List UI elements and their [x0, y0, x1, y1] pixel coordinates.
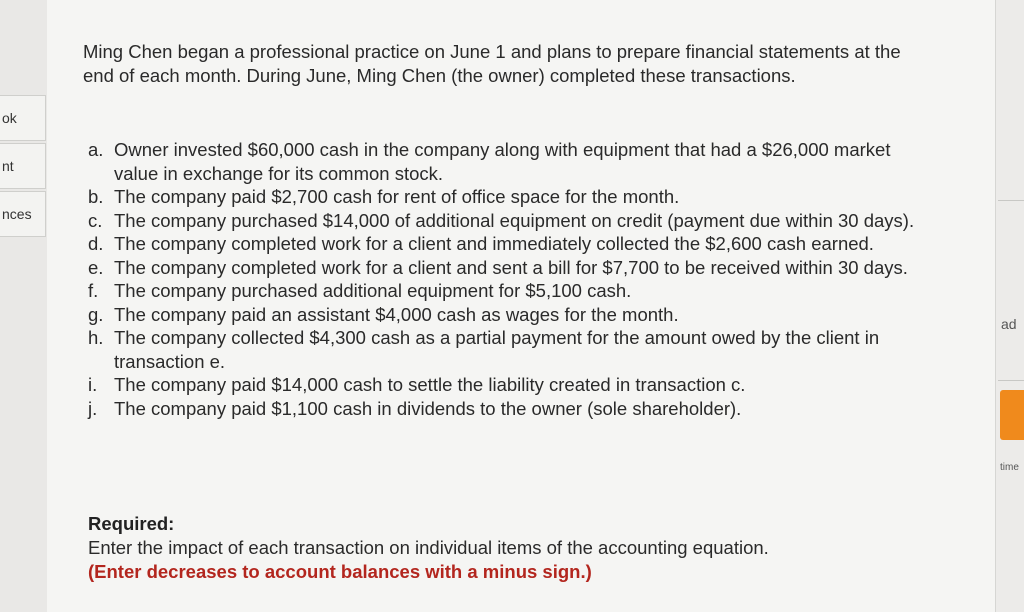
required-heading: Required:	[88, 513, 175, 534]
sidebar-tab-ebook[interactable]	[0, 95, 46, 141]
sidebar-tab-label: nces	[2, 206, 32, 222]
left-sidebar	[0, 95, 46, 239]
item-text: The company paid $14,000 cash to settle the liability created in transaction c.	[114, 374, 746, 395]
highlight-tab[interactable]	[1000, 390, 1024, 440]
item-marker: f.	[88, 280, 99, 301]
item-marker: d.	[88, 233, 104, 254]
problem-intro: Ming Chen began a professional practice on June 1 and plans to prepare financial statements at the end of each month. During June, Ming Chen (the owner) completed these transactions.	[83, 41, 901, 86]
item-marker: g.	[88, 303, 104, 325]
list-item	[88, 185, 928, 209]
list-item	[88, 279, 928, 303]
sidebar-tab-label: nt	[2, 158, 14, 174]
item-text: The company paid an assistant $4,000 cash as wages for the month.	[114, 303, 679, 325]
item-text: The company completed work for a client and sent a bill for $7,700 to be received within 30 days.	[114, 256, 908, 278]
divider	[998, 380, 1024, 381]
item-marker: b.	[88, 186, 104, 207]
item-text: The company paid $2,700 cash for rent of office space for the month.	[114, 186, 680, 207]
item-marker: i.	[88, 374, 98, 395]
required-note: (Enter decreases to account balances with a minus sign.)	[88, 561, 592, 582]
item-text: The company purchased additional equipment for $5,100 cash.	[114, 280, 632, 301]
right-edge-label: ad	[1001, 316, 1017, 332]
sidebar-tab-references[interactable]	[0, 191, 46, 237]
item-marker: j.	[88, 397, 98, 419]
list-item	[88, 326, 928, 373]
required-instruction: Enter the impact of each transaction on individual items of the accounting equation.	[88, 537, 769, 558]
list-item	[88, 397, 928, 421]
list-item	[88, 138, 928, 185]
sidebar-tab-print[interactable]	[0, 143, 46, 189]
item-text: The company completed work for a client and immediately collected the $2,600 cash earned.	[114, 233, 874, 254]
list-item	[88, 373, 928, 397]
item-text: The company paid $1,100 cash in dividends to the owner (sole shareholder).	[114, 397, 742, 419]
item-marker: c.	[88, 209, 103, 231]
item-marker: h.	[88, 327, 104, 348]
transaction-list	[88, 138, 928, 420]
right-panel-edge	[995, 0, 1024, 612]
divider	[998, 200, 1024, 201]
item-marker: e.	[88, 256, 104, 278]
item-text: The company purchased $14,000 of additional equipment on credit (payment due within 30 days).	[114, 209, 915, 231]
sidebar-tab-label: ok	[2, 110, 17, 126]
list-item	[88, 232, 928, 256]
list-item	[88, 303, 928, 327]
right-edge-label: time	[1000, 462, 1019, 473]
item-text: Owner invested $60,000 cash in the company along with equipment that had a $26,000 market value in exchange for its common stock.	[114, 139, 891, 184]
item-text: The company collected $4,300 cash as a partial payment for the amount owed by the client in transaction e.	[114, 327, 880, 372]
list-item	[88, 209, 928, 233]
list-item	[88, 256, 928, 280]
item-marker: a.	[88, 139, 104, 160]
required-section	[88, 512, 769, 584]
